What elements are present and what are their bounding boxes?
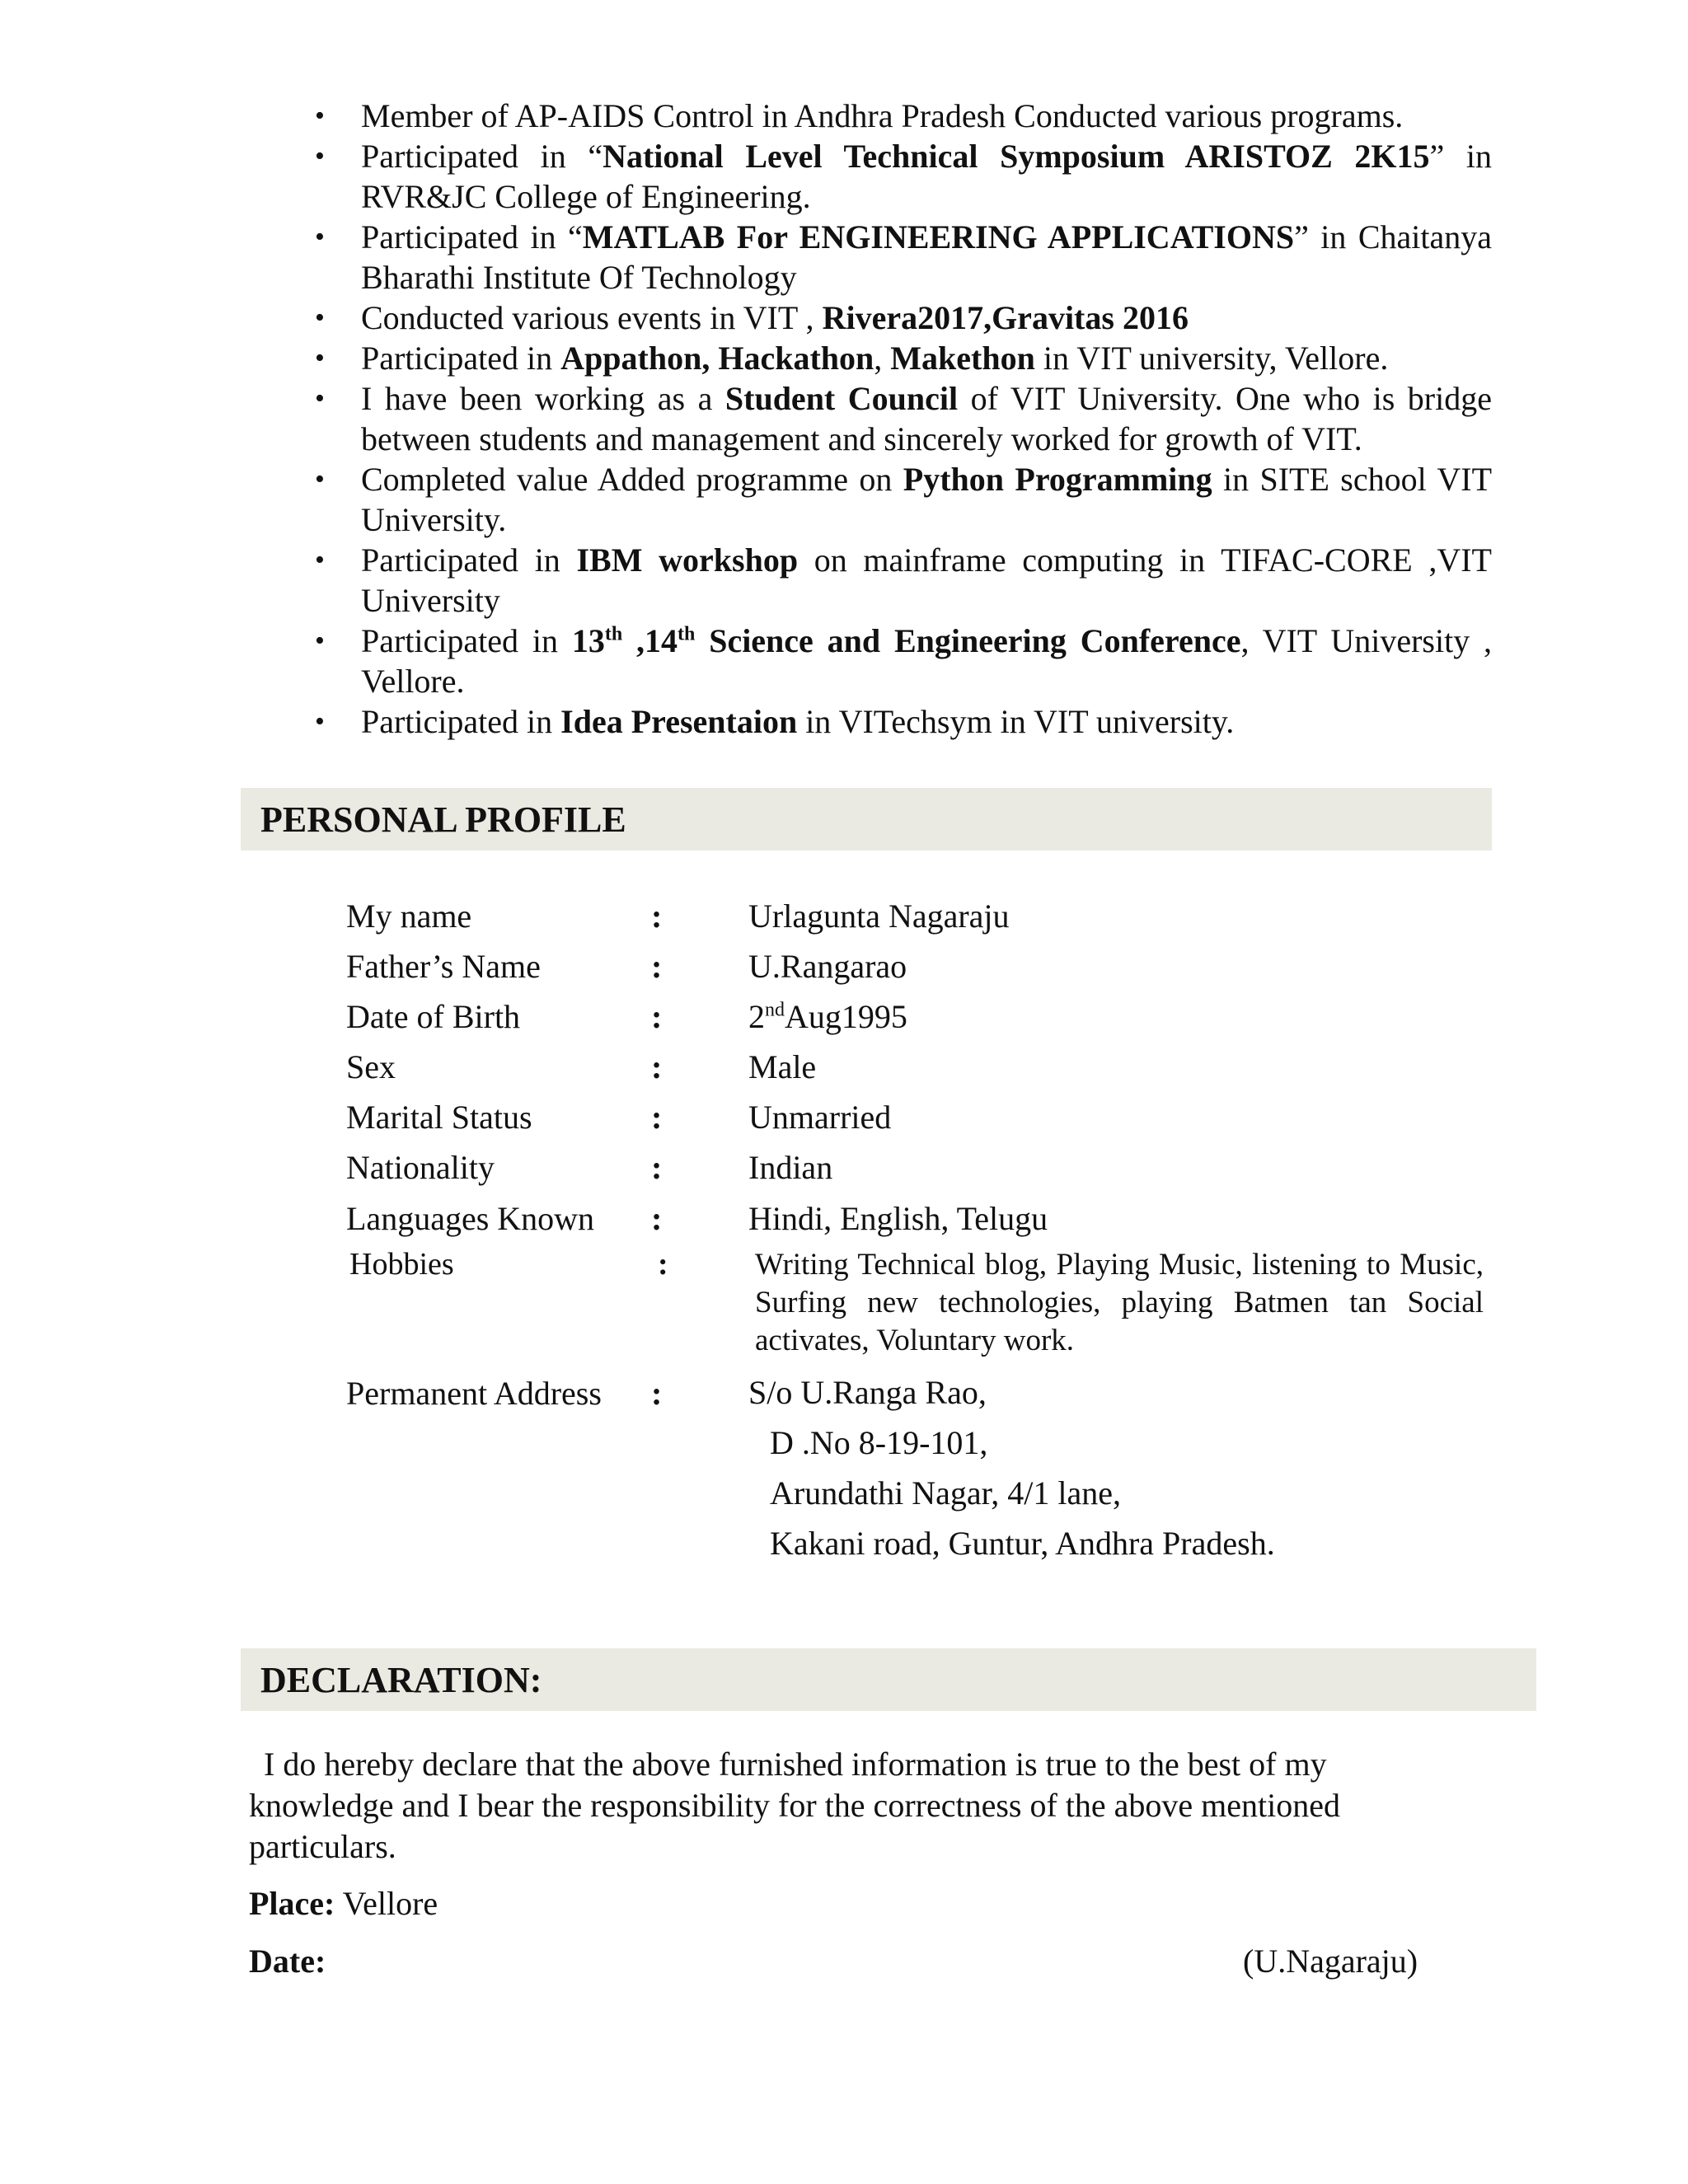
activity-text: Participated in xyxy=(361,622,572,659)
activity-text: ,14 xyxy=(622,622,678,659)
activity-item xyxy=(303,136,1492,217)
bullet-icon: • xyxy=(315,141,325,171)
activity-item xyxy=(303,701,1492,742)
signature-name: (U.Nagaraju) xyxy=(1243,1943,1418,1980)
profile-value: Indian xyxy=(748,1149,833,1186)
profile-colon: : xyxy=(651,1149,663,1186)
profile-label: Sex xyxy=(346,1048,396,1085)
place-value: Vellore xyxy=(342,1885,438,1922)
profile-label: Date of Birth xyxy=(346,998,521,1035)
address-line: Kakani road, Guntur, Andhra Pradesh. xyxy=(770,1525,1275,1562)
activity-text: Student Council xyxy=(724,380,959,417)
activity-text: Completed value Added programme on xyxy=(361,461,903,498)
profile-label: Languages Known xyxy=(346,1200,595,1237)
activity-text: Rivera2017,Gravitas 2016 xyxy=(822,299,1189,336)
activity-text: National Level Technical Symposium ARISTOZ 2K15 xyxy=(603,138,1430,175)
profile-value: Hindi, English, Telugu xyxy=(748,1200,1048,1237)
profile-row-marital xyxy=(346,1098,1484,1148)
activity-text: I have been working as a xyxy=(361,380,725,417)
activity-text: Python Programming xyxy=(903,461,1212,498)
profile-row-dob xyxy=(346,997,1484,1047)
profile-value: Male xyxy=(748,1048,817,1085)
dob-suffix: nd xyxy=(765,999,785,1021)
profile-value xyxy=(748,1367,1484,1568)
activity-text: in VIT university, Vellore. xyxy=(1034,340,1389,377)
activity-text: , xyxy=(874,340,891,377)
bullet-icon: • xyxy=(315,222,325,252)
activity-text: Participated in “ xyxy=(361,218,583,255)
activity-text: of VIT University. One who is bridge between students and management and sincerely worked for growth of VIT. xyxy=(361,380,1492,457)
place-line xyxy=(249,1884,438,1923)
profile-colon: : xyxy=(651,898,663,935)
activity-text: on mainframe computing in TIFAC-CORE ,VIT University xyxy=(361,541,1492,619)
profile-colon: : xyxy=(658,1247,668,1282)
profile-colon: : xyxy=(651,1375,663,1412)
profile-row-address xyxy=(346,1374,1484,1568)
profile-value xyxy=(748,997,1484,1036)
bullet-icon: • xyxy=(315,464,325,494)
activity-text: Participated in xyxy=(361,703,561,740)
profile-row-name xyxy=(346,897,1484,947)
declaration-title: DECLARATION: xyxy=(260,1659,542,1700)
activity-text: Makethon xyxy=(890,340,1035,377)
activity-text: in VITechsym in VIT university. xyxy=(797,703,1235,740)
activity-text: 13 xyxy=(571,622,605,659)
profile-value: Unmarried xyxy=(748,1099,892,1136)
dob-rest: Aug1995 xyxy=(785,998,907,1035)
declaration-text: I do hereby declare that the above furnished information is true to the best of my knowledge and I bear the responsibility for the correctness of the above mentioned particulars. xyxy=(249,1746,1341,1865)
date-label: Date: xyxy=(249,1943,326,1980)
profile-row-nationality xyxy=(346,1148,1484,1199)
address-line: Arundathi Nagar, 4/1 lane, xyxy=(770,1474,1122,1511)
activity-text: IBM workshop xyxy=(576,541,799,579)
activity-text: Conducted various events in VIT , xyxy=(361,299,823,336)
activity-text: in SITE school VIT University. xyxy=(361,461,1493,538)
profile-colon: : xyxy=(651,1099,663,1136)
bullet-icon: • xyxy=(315,545,325,575)
profile-value: U.Rangarao xyxy=(748,948,907,985)
profile-label: My name xyxy=(346,898,472,935)
personal-profile-table xyxy=(346,897,1484,1568)
profile-row-hobbies xyxy=(346,1246,1484,1374)
activity-text: ” in RVR&JC College of Engineering. xyxy=(361,138,1492,215)
profile-value: Urlagunta Nagaraju xyxy=(748,898,1010,935)
activity-text: Participated in xyxy=(361,340,561,377)
activity-text: ” in Chaitanya Bharathi Institute Of Technology xyxy=(361,218,1492,296)
profile-row-sex xyxy=(346,1047,1484,1098)
activity-item xyxy=(303,378,1492,459)
profile-label: Father’s Name xyxy=(346,948,541,985)
activity-item xyxy=(303,621,1492,701)
profile-colon: : xyxy=(651,1200,663,1237)
activity-item xyxy=(303,298,1492,338)
personal-profile-header xyxy=(241,788,1492,851)
activity-text: , VIT University , Vellore. xyxy=(361,622,1493,700)
profile-label: Marital Status xyxy=(346,1099,532,1136)
activity-text: Participated in “ xyxy=(361,138,603,175)
bullet-icon: • xyxy=(315,302,325,333)
profile-colon: : xyxy=(651,1048,663,1085)
profile-row-father xyxy=(346,947,1484,997)
activities-list xyxy=(303,96,1492,742)
dob-day: 2 xyxy=(748,998,765,1035)
activity-text: Idea Presentaion xyxy=(560,703,798,740)
activity-item xyxy=(303,96,1492,136)
activity-item xyxy=(303,338,1492,378)
profile-label: Permanent Address xyxy=(346,1375,602,1412)
profile-colon: : xyxy=(651,948,663,985)
profile-row-languages xyxy=(346,1199,1484,1246)
activity-text: th xyxy=(604,623,623,645)
bullet-icon: • xyxy=(315,101,325,131)
profile-label: Nationality xyxy=(346,1149,495,1186)
bullet-icon: • xyxy=(315,626,325,656)
address-line: D .No 8-19-101, xyxy=(770,1424,988,1461)
profile-value: Writing Technical blog, Playing Music, listening to Music, Surfing new technologies, playing Batmen tan Social activates, Voluntary work. xyxy=(755,1248,1484,1357)
address-line: S/o U.Ranga Rao, xyxy=(748,1374,987,1411)
activity-text: Member of AP-AIDS Control in Andhra Pradesh Conducted various programs. xyxy=(361,97,1404,134)
activity-text: Appathon, Hackathon xyxy=(560,340,874,377)
activity-item xyxy=(303,459,1492,540)
activity-text: Participated in xyxy=(361,541,577,579)
place-label: Place: xyxy=(249,1885,335,1922)
activity-text: th xyxy=(678,623,696,645)
personal-profile-title: PERSONAL PROFILE xyxy=(260,799,626,840)
declaration-header xyxy=(241,1648,1536,1711)
activity-item xyxy=(303,540,1492,621)
activity-item xyxy=(303,217,1492,298)
profile-label: Hobbies xyxy=(349,1247,454,1282)
bullet-icon: • xyxy=(315,706,325,737)
bullet-icon: • xyxy=(315,343,325,373)
activity-text: MATLAB For ENGINEERING APPLICATIONS xyxy=(582,218,1295,255)
bullet-icon: • xyxy=(315,383,325,414)
profile-colon: : xyxy=(651,998,663,1035)
activity-text: Science and Engineering Conference xyxy=(695,622,1241,659)
